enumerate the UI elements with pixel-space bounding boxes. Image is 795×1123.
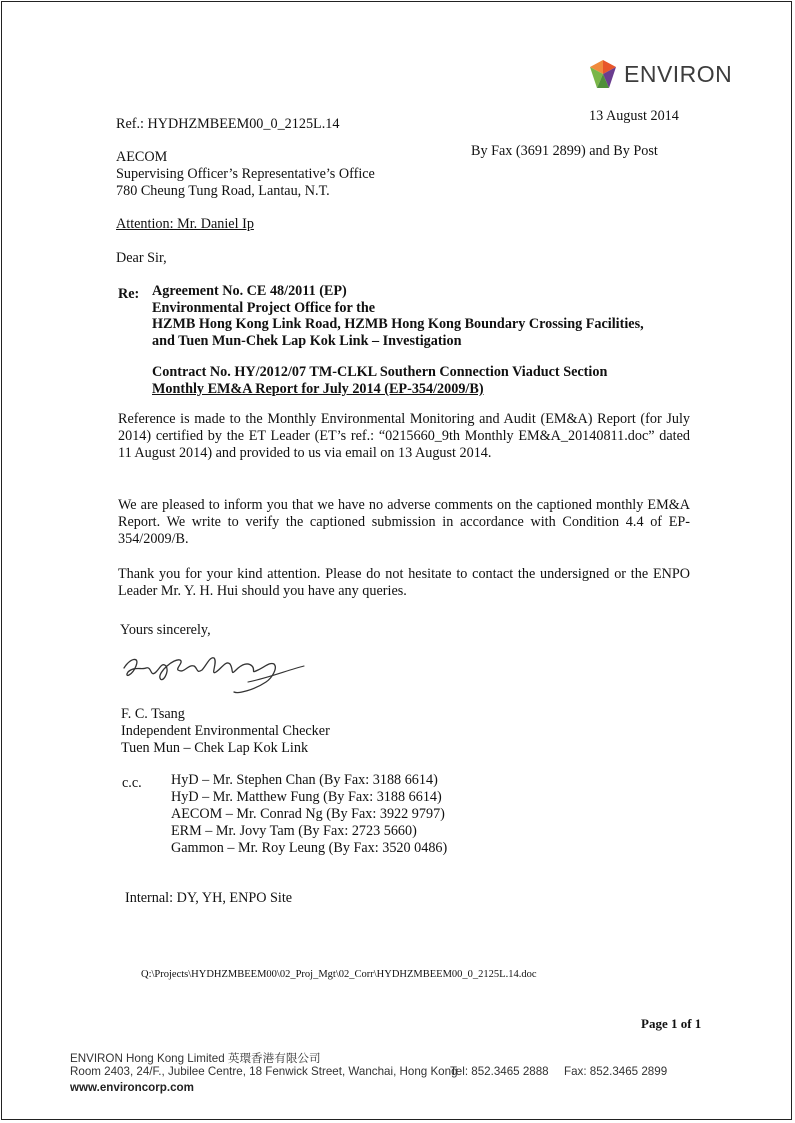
closing: Yours sincerely,: [120, 622, 211, 638]
cc-item: ERM – Mr. Jovy Tam (By Fax: 2723 5660): [171, 823, 417, 839]
logo-text: ENVIRON: [624, 60, 733, 87]
re-label: Re:: [118, 286, 140, 302]
signer-project: Tuen Mun – Chek Lap Kok Link: [121, 740, 309, 756]
footer-tel: Tel: 852.3465 2888: [450, 1065, 549, 1078]
re-line: Environmental Project Office for the: [152, 299, 376, 316]
cc-item: Gammon – Mr. Roy Leung (By Fax: 3520 0486): [171, 840, 448, 856]
body-paragraph-1: Reference is made to the Monthly Environmental Monitoring and Audit (EM&A) Report (for July 2014) certified by the ET Leader (ET’s ref.: “0215660_9th Monthly EM&A_20140811.doc” dated 11 August 2014) and provided to us via email on 13 August 2014.: [118, 411, 690, 461]
signer-name: F. C. Tsang: [121, 706, 185, 722]
salutation: Dear Sir,: [116, 250, 167, 266]
recipient-line: 780 Cheung Tung Road, Lantau, N.T.: [116, 183, 330, 199]
signer-title: Independent Environmental Checker: [121, 723, 330, 739]
environ-logo-icon: [588, 58, 618, 90]
re-line: Agreement No. CE 48/2011 (EP): [152, 283, 347, 299]
page-number: Page 1 of 1: [641, 1016, 702, 1031]
footer-fax: Fax: 852.3465 2899: [564, 1065, 668, 1078]
signer-block: [121, 706, 330, 757]
cc-item: HyD – Mr. Matthew Fung (By Fax: 3188 6614): [171, 789, 442, 805]
re-line: and Tuen Mun-Chek Lap Kok Link – Investigation: [152, 332, 462, 349]
attention-line: Attention: Mr. Daniel Ip: [116, 216, 254, 232]
report-line: Monthly EM&A Report for July 2014 (EP-354/2009/B): [152, 381, 484, 397]
cc-item: HyD – Mr. Stephen Chan (By Fax: 3188 6614): [171, 772, 438, 788]
footer-address: Room 2403, 24/F., Jubilee Centre, 18 Fenwick Street, Wanchai, Hong Kong: [70, 1065, 458, 1078]
cc-item: AECOM – Mr. Conrad Ng (By Fax: 3922 9797): [171, 806, 445, 822]
file-path: Q:\Projects\HYDHZMBEEM00\02_Proj_Mgt\02_Corr\HYDHZMBEEM00_0_2125L.14.doc: [141, 969, 537, 980]
body-paragraph-2: We are pleased to inform you that we have no adverse comments on the captioned monthly EM&A Report. We write to verify the captioned submission in accordance with Condition 4.4 of EP-354/2009/B.: [118, 497, 690, 547]
footer-website: www.environcorp.com: [70, 1081, 194, 1094]
recipient-line: Supervising Officer’s Representative’s Office: [116, 166, 375, 182]
recipient-line: AECOM: [116, 149, 168, 165]
reference-number: Ref.: HYDHZMBEEM00_0_2125L.14: [116, 116, 340, 132]
internal-distribution: Internal: DY, YH, ENPO Site: [125, 890, 293, 906]
delivery-method: By Fax (3691 2899) and By Post: [471, 143, 658, 159]
re-line: HZMB Hong Kong Link Road, HZMB Hong Kong Boundary Crossing Facilities,: [152, 316, 644, 332]
cc-list: [171, 772, 447, 857]
handwritten-signature-icon: [118, 648, 308, 698]
recipient-address: [116, 149, 375, 200]
contract-block: [152, 364, 607, 398]
company-logo: [588, 56, 732, 92]
footer-company-name: ENVIRON Hong Kong Limited 英環香港有限公司: [70, 1052, 321, 1065]
re-subject: [152, 283, 644, 349]
cc-label: c.c.: [122, 775, 142, 791]
body-paragraph-3: Thank you for your kind attention. Please do not hesitate to contact the undersigned or the ENPO Leader Mr. Y. H. Hui should you have any queries.: [118, 566, 690, 599]
letter-date: 13 August 2014: [589, 108, 679, 124]
contract-line: Contract No. HY/2012/07 TM-CLKL Southern Connection Viaduct Section: [152, 364, 608, 380]
